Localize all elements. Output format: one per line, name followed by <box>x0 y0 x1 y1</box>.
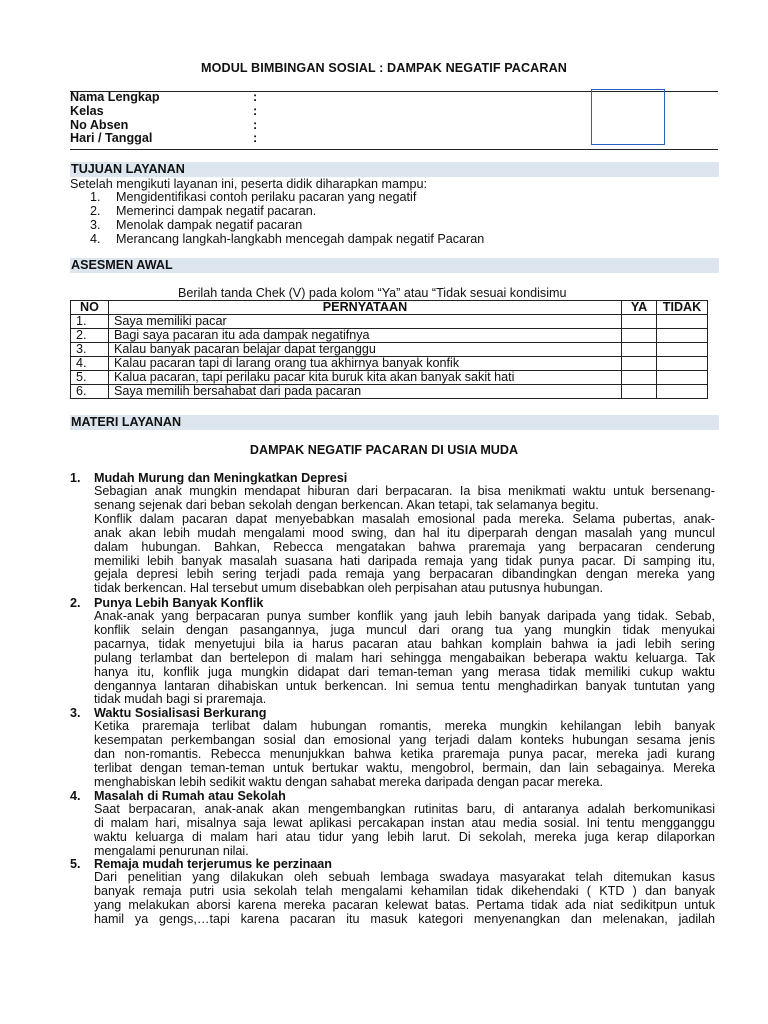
materi-item-title <box>70 596 263 610</box>
list-number: 2. <box>90 204 101 218</box>
identity-number-row[interactable] <box>70 119 257 133</box>
materi-item-body <box>94 720 715 790</box>
materi-item-heading: Masalah di Rumah atau Sekolah <box>94 789 286 803</box>
materi-item-title <box>70 789 286 803</box>
materi-item-body <box>94 803 715 859</box>
materi-item-heading: Waktu Sosialisasi Berkurang <box>94 706 267 720</box>
identity-date-row[interactable] <box>70 132 257 146</box>
list-number: 4. <box>90 232 101 246</box>
col-header-pernyataan: PERNYATAAN <box>109 301 622 315</box>
table-row <box>71 371 708 385</box>
paragraph-line: terlibat dengan teman-teman untuk bertukar waktu, mengobrol, bermain, dan lain sebagainya. Mereka <box>94 760 715 775</box>
materi-title: DAMPAK NEGATIF PACARAN DI USIA MUDA <box>249 443 519 457</box>
materi-item-number: 5. <box>70 857 81 871</box>
materi-item-heading: Punya Lebih Banyak Konflik <box>94 596 264 610</box>
paragraph-line: tidak berkencan. Hal tersebut umum disebabkan oleh perpisahan atau putusnya hubungan. <box>94 581 603 596</box>
paragraph-line: pacarnya, tidak menyetujui bila ia harus pacaran atau bahkan komplain bahwa ia jadi lebih sering <box>94 636 715 651</box>
paragraph-line: Ketika praremaja terlibat dalam hubungan romantis, mereka mungkin kehilangan lebih banyak <box>94 719 715 733</box>
paragraph-line: tidak mudah bagi si praremaja. <box>94 692 267 707</box>
identity-class-row[interactable] <box>70 105 257 119</box>
tidak-checkbox-cell[interactable] <box>657 385 708 399</box>
tidak-checkbox-cell[interactable] <box>657 371 708 385</box>
materi-item-title <box>70 706 266 720</box>
asesmen-table <box>70 300 708 399</box>
list-item <box>90 190 484 204</box>
section-heading-asesmen: ASESMEN AWAL <box>70 258 719 273</box>
paragraph-line: senang sejenak dari beban sekolah dengan berkencan. Akan tetapi, tak selamanya begitu. <box>94 497 599 512</box>
paragraph-line: di malam hari, misalnya saja lewat aplikasi percakapan instan atau media sosial. Ini tentu mengganggu <box>94 815 715 830</box>
row-number: 6. <box>71 385 109 399</box>
tidak-checkbox-cell[interactable] <box>657 315 708 329</box>
identity-block <box>70 91 257 146</box>
paragraph-line: pulang terlambat dan bertelepon di malam hari sehingga mengabaikan beberapa waktu keluarga. Tak <box>94 650 715 665</box>
table-row <box>71 315 708 329</box>
list-number: 3. <box>90 218 101 232</box>
table-row <box>71 385 708 399</box>
paragraph-line: mengalami penurunan nilai. <box>94 843 249 858</box>
row-number: 5. <box>71 371 109 385</box>
materi-item-number: 2. <box>70 596 81 610</box>
materi-item-body <box>94 485 715 596</box>
ya-checkbox-cell[interactable] <box>622 371 657 385</box>
list-number: 1. <box>90 190 101 204</box>
materi-item-body <box>94 610 715 707</box>
ya-checkbox-cell[interactable] <box>622 357 657 371</box>
row-statement: Saya memiliki pacar <box>109 315 622 329</box>
paragraph-line: hanya itu, konflik juga mungkin didapat dari teman-teman yang merasa tidak memiliki cukup waktu <box>94 664 715 679</box>
paragraph-line: hamil ya gengs,…tapi karena pacaran itu masuk kategori menyenangkan dan melenakan, jadilah <box>94 911 715 926</box>
paragraph-line: banyak remaja putri usia sekolah telah mengalami kehamilan tidak dikehendaki ( KTD ) dan banyak <box>94 883 715 898</box>
paragraph-line: yang melakukan aborsi karena mereka pacaran kelewat batas. Pertama tidak ada niat sedikitpun untuk <box>94 897 715 912</box>
materi-item-number: 3. <box>70 706 81 720</box>
materi-item-title <box>70 471 347 485</box>
materi-item-body <box>94 871 715 927</box>
paragraph-line: Konflik dalam pacaran dapat menyebabkan masalah emosional pada mereka. Selama pubertas, anak- <box>94 511 715 526</box>
tidak-checkbox-cell[interactable] <box>657 329 708 343</box>
ya-checkbox-cell[interactable] <box>622 385 657 399</box>
materi-item-heading: Remaja mudah terjerumus ke perzinaan <box>94 857 332 871</box>
paragraph-line: anak akan lebih mudah mengalami mood swing, dan hal itu diperparah dengan masalah yang muncul <box>94 525 715 540</box>
row-number: 3. <box>71 343 109 357</box>
materi-item-heading: Mudah Murung dan Meningkatkan Depresi <box>94 471 348 485</box>
identity-colon: : <box>253 117 258 132</box>
identity-name-row[interactable] <box>70 91 257 105</box>
row-number: 4. <box>71 357 109 371</box>
row-statement: Kalua pacaran, tapi perilaku pacar kita buruk kita akan banyak sakit hati <box>109 371 622 385</box>
asesmen-instruction: Berilah tanda Chek (V) pada kolom “Ya” atau “Tidak sesuai kondisimu <box>178 286 567 300</box>
photo-box <box>591 89 665 145</box>
identity-label: No Absen <box>70 117 129 132</box>
list-text: Memerinci dampak negatif pacaran. <box>116 204 317 218</box>
list-item <box>90 218 484 232</box>
list-item <box>90 232 484 246</box>
table-header-row <box>71 301 708 315</box>
table-row <box>71 357 708 371</box>
col-header-tidak: TIDAK <box>657 301 708 315</box>
identity-colon: : <box>253 90 258 104</box>
row-statement: Kalau banyak pacaran belajar dapat terganggu <box>109 343 622 357</box>
list-text: Merancang langkah-langkabh mencegah dampak negatif Pacaran <box>116 232 485 246</box>
document-title: MODUL BIMBINGAN SOSIAL : DAMPAK NEGATIF PACARAN <box>201 61 567 75</box>
row-number: 2. <box>71 329 109 343</box>
paragraph-line: Saat berpacaran, anak-anak akan mengembangkan rutinitas baru, di antaranya adalah berkomunikasi <box>94 802 715 816</box>
paragraph-line: konflik selain dengan pasangannya, juga muncul dari orang tua yang mungkin tidak menyukai <box>94 622 715 637</box>
identity-label: Kelas <box>70 103 104 118</box>
ya-checkbox-cell[interactable] <box>622 329 657 343</box>
header-rule-bottom <box>70 149 718 150</box>
materi-item-number: 1. <box>70 471 81 485</box>
tujuan-list <box>90 190 484 246</box>
table-row <box>71 329 708 343</box>
row-statement: Kalau pacaran tapi di larang orang tua akhirnya banyak konfik <box>109 357 622 371</box>
materi-item-number: 4. <box>70 789 81 803</box>
col-header-ya: YA <box>622 301 657 315</box>
identity-colon: : <box>253 103 258 118</box>
paragraph-line: memiliki lebih banyak masalah suasana hati daripada remaja yang tidak punya pacar. Di samping itu, <box>94 553 715 568</box>
ya-checkbox-cell[interactable] <box>622 315 657 329</box>
table-row <box>71 343 708 357</box>
identity-colon: : <box>253 131 258 146</box>
section-heading-materi: MATERI LAYANAN <box>70 415 719 430</box>
row-number: 1. <box>71 315 109 329</box>
list-text: Mengidentifikasi contoh perilaku pacaran yang negatif <box>116 190 417 204</box>
identity-label: Hari / Tanggal <box>70 131 153 146</box>
identity-label: Nama Lengkap <box>70 90 160 104</box>
list-text: Menolak dampak negatif pacaran <box>116 218 303 232</box>
section-heading-tujuan: TUJUAN LAYANAN <box>70 162 719 177</box>
list-item <box>90 204 484 218</box>
tidak-checkbox-cell[interactable] <box>657 343 708 357</box>
paragraph-line: waktu keluarga di malam hari atau tidur yang lebih larut. Di sekolah, mereka juga kerap dilaporkan <box>94 829 715 844</box>
paragraph-line: dengannya lantaran dihabiskan untuk berkencan. Ini semua tentu menghadirkan banyak tuntutan yang <box>94 678 715 693</box>
tidak-checkbox-cell[interactable] <box>657 357 708 371</box>
paragraph-line: dan non-romantis. Rebecca menunjukkan bahwa ketika praremaja punya pacar, mereka jadi kurang <box>94 746 715 761</box>
paragraph-line: Sebagian anak mungkin mendapat hiburan dari berpacaran. Ia bisa menikmati waktu untuk bersenang- <box>94 484 715 498</box>
ya-checkbox-cell[interactable] <box>622 343 657 357</box>
paragraph-line: kesempatan perkembangan sosial dan emosional yang terjadi dalam konteks hubungan sesama jenis <box>94 732 715 747</box>
row-statement: Bagi saya pacaran itu ada dampak negatifnya <box>109 329 622 343</box>
materi-item-title <box>70 857 332 871</box>
tujuan-intro: Setelah mengikuti layanan ini, peserta didik diharapkan mampu: <box>70 177 428 191</box>
row-statement: Saya memilih bersahabat dari pada pacaran <box>109 385 622 399</box>
paragraph-line: Anak-anak yang berpacaran punya sumber konflik yang jauh lebih banyak daripada yang tidak. Sebab, <box>94 609 715 623</box>
paragraph-line: Dari penelitian yang dilakukan oleh sebuah lembaga swadaya masyarakat telah ditemukan kasus <box>94 870 715 884</box>
col-header-no: NO <box>71 301 109 315</box>
paragraph-line: menghabiskan lebih sedikit waktu dengan sahabat mereka daripada dengan pacar mereka. <box>94 774 603 789</box>
paragraph-line: gejala depresi lebih sering terjadi pada remaja yang berpacaran dibandingkan dengan mereka yang <box>94 567 715 582</box>
paragraph-line: dalam hubungan. Bahkan, Rebecca mengatakan bahwa praremaja yang berpacaran cenderung <box>94 539 715 554</box>
